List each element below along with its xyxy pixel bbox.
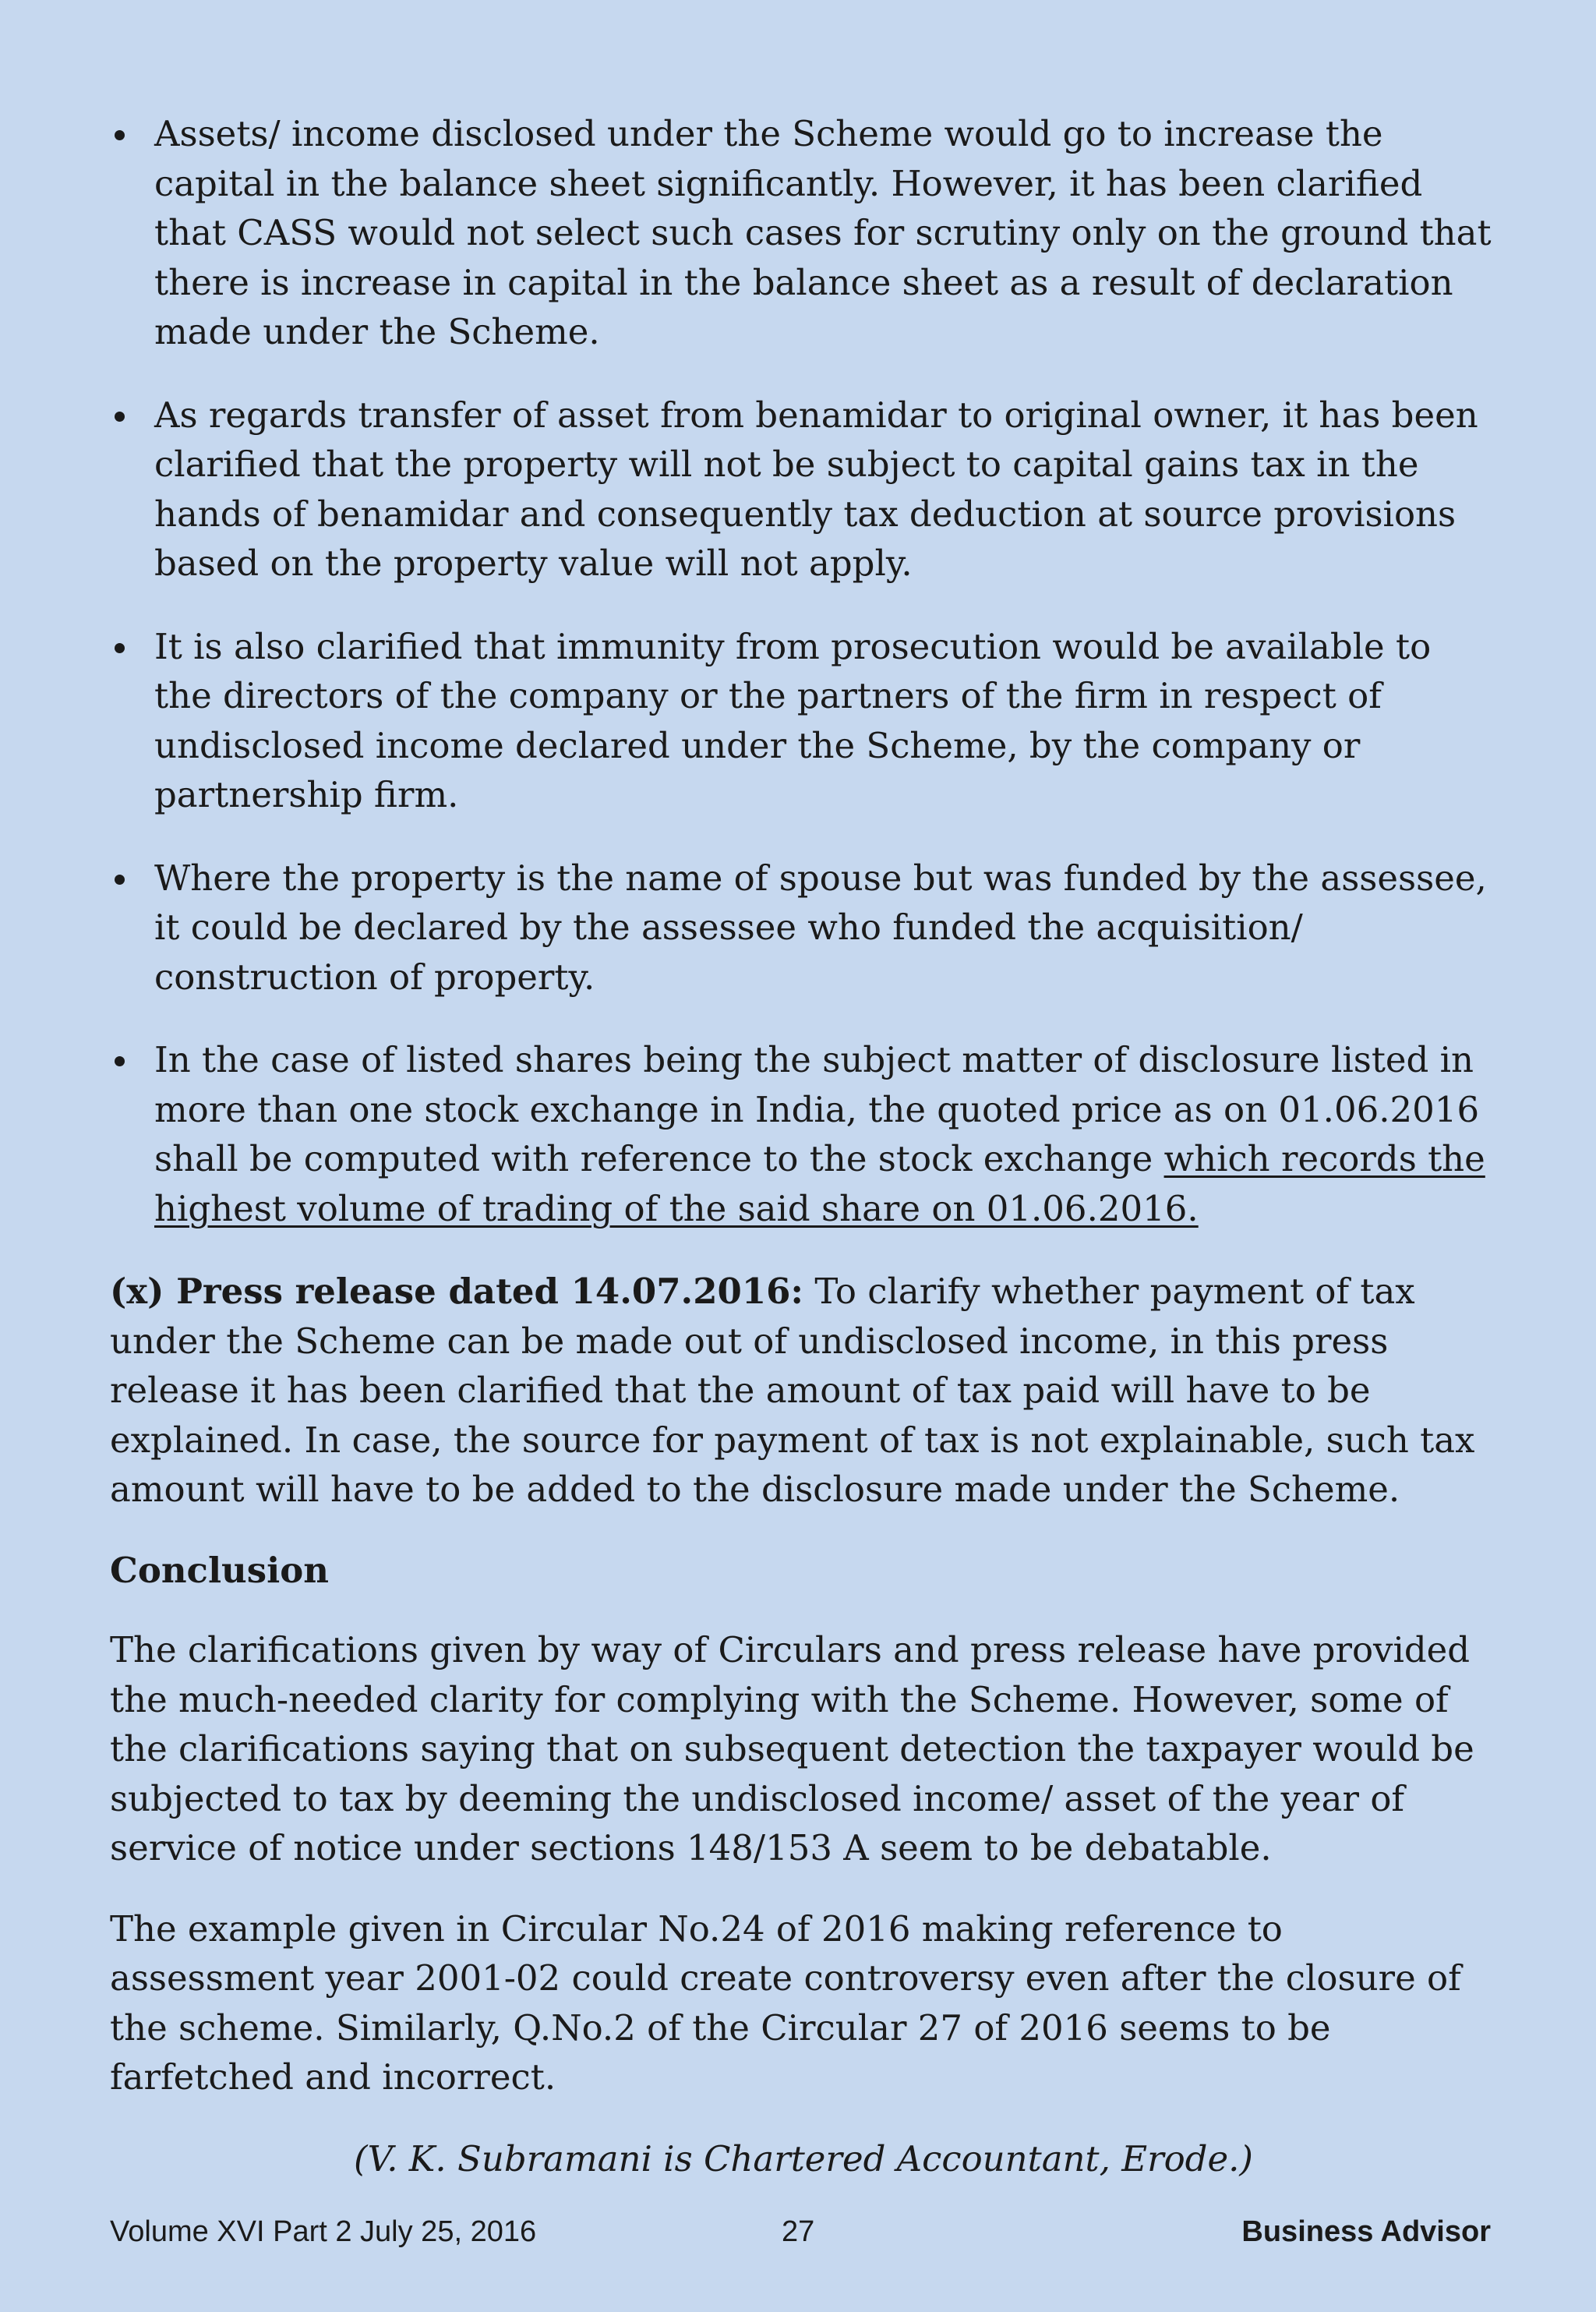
bullet-icon [115, 130, 125, 140]
bullet-text: As regards transfer of asset from benamidar to original owner, it has been clarified that the property will not be subject to capital gains tax in the hands of benamidar and consequently tax deduction at source provisions based on the property value will not apply. [154, 394, 1478, 584]
bullet-icon [115, 1056, 125, 1066]
clarifications-list [110, 109, 1497, 1233]
author-byline: (V. K. Subramani is Chartered Accountant, Erode.) [354, 2137, 1253, 2179]
bullet-text: Where the property is the name of spouse but was funded by the assessee, it could be declared by the assessee who funded the acquisition/ construction of property. [154, 857, 1487, 998]
bullet-icon [115, 412, 125, 422]
bullet-icon [115, 875, 125, 885]
conclusion-paragraph: The example given in Circular No.24 of 2016 making reference to assessment year 2001-02 could create controversy even after the closure of the scheme. Similarly, Q.No.2 of the Circular 27 of 2016 seems to be farfetched and incorrect. [110, 1907, 1461, 2098]
list-item [110, 1035, 1497, 1233]
press-release-text: To clarify whether payment of tax under the Scheme can be made out of undisclosed income, in this press release it has been clarified that the amount of tax paid will have to be explained. In case, the source for payment of tax is not explainable, such tax amount will have to be added to the disclosure made under the Scheme. [110, 1271, 1475, 1510]
list-item [110, 854, 1497, 1002]
bullet-text: It is also clarified that immunity from prosecution would be available to the directors of the company or the partners of the firm in respect of undisclosed income declared under the Scheme, by the company or partnership firm. [154, 625, 1432, 815]
list-item [110, 622, 1497, 820]
press-release-paragraph [110, 1267, 1497, 1515]
page-footer [110, 2215, 1491, 2262]
article-body [110, 109, 1497, 2183]
bullet-icon [115, 643, 125, 653]
bullet-text: In the case of listed shares being the subject matter of disclosure listed in more than one stock exchange in India, the quoted price as on 01.06.2016 shall be computed with reference to the stock exchange [154, 1039, 1480, 1179]
list-item [110, 109, 1497, 357]
footer-volume: Volume XVI Part 2 July 25, 2016 [110, 2215, 537, 2248]
conclusion-paragraph: The clarifications given by way of Circulars and press release have provided the much-needed clarity for complying with the Scheme. However, some of the clarifications saying that on subsequent detection the taxpayer would be subjected to tax by deeming the undisclosed income/ asset of the year of service of notice under sections 148/153 A seem to be debatable. [110, 1629, 1474, 1868]
bullet-text: Assets/ income disclosed under the Scheme would go to increase the capital in the balance sheet significantly. However, it has been clarified that CASS would not select such cases for scrutiny only on the ground that there is increase in capital in the balance sheet as a result of declaration made under the Scheme. [154, 113, 1492, 352]
page-number: 27 [782, 2215, 815, 2248]
press-release-label: (x) Press release dated 14.07.2016: [110, 1271, 804, 1312]
publication-name: Business Advisor [1241, 2215, 1491, 2248]
underlined-text: which records the highest volume of trading of the said share on 01.06.2016. [154, 1138, 1485, 1229]
list-item [110, 391, 1497, 589]
conclusion-heading: Conclusion [110, 1549, 329, 1591]
